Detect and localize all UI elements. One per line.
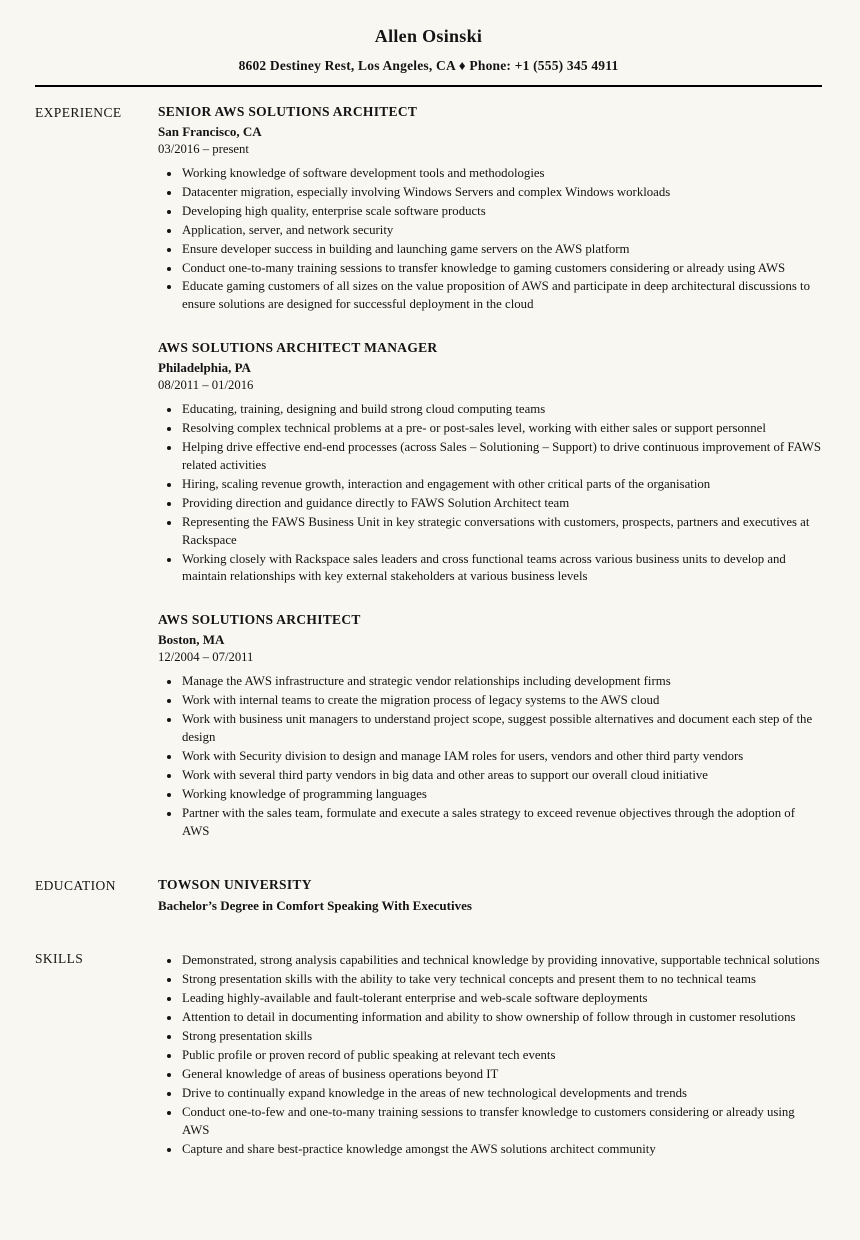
bullet-item: • Conduct one-to-many training sessions to transfer knowledge to gaming customers considering or already using AWS [181, 260, 822, 278]
bullet-item: • Application, server, and network security [181, 222, 822, 240]
bullet-item: • Conduct one-to-few and one-to-many training sessions to transfer knowledge to customers considering or already using AWS [181, 1104, 822, 1140]
job-dates: 03/2016 – present [158, 142, 249, 156]
bullet-item: • Strong presentation skills with the ability to take very technical concepts and present them to no technical teams [181, 971, 822, 989]
degree: Bachelor’s Degree in Comfort Speaking With Executives [158, 898, 472, 914]
bullet-item: • General knowledge of areas of business operations beyond IT [181, 1066, 822, 1084]
bullet-item: • Working knowledge of software development tools and methodologies [181, 165, 822, 183]
contact-line: 8602 Destiney Rest, Los Angeles, CA ♦ Phone: +1 (555) 345 4911 [238, 58, 619, 73]
header-divider [35, 85, 822, 87]
bullet-item: • Working knowledge of programming languages [181, 786, 822, 804]
bullet-item: • Work with business unit managers to understand project scope, suggest possible alternatives and document each step of the design [181, 711, 822, 747]
skills-content [158, 950, 822, 1159]
bullet-item: • Work with internal teams to create the migration process of legacy systems to the AWS cloud [181, 692, 822, 710]
bullet-item: • Developing high quality, enterprise scale software products [181, 203, 822, 221]
bullet-item: • Attention to detail in documenting information and ability to show ownership of follow through in customer resolutions [181, 1009, 822, 1027]
section-label-experience: EXPERIENCE [35, 105, 122, 120]
job-bullet-list [158, 401, 822, 586]
job-dates: 12/2004 – 07/2011 [158, 650, 254, 665]
section-skills [35, 950, 822, 1159]
job-entry [158, 612, 822, 840]
skills-bullet-list [158, 952, 822, 1158]
bullet-item: • Leading highly-available and fault-tolerant enterprise and web-scale software deployments [181, 990, 822, 1008]
bullet-item: • Resolving complex technical problems at a pre- or post-sales level, working with either sales or support personnel [181, 420, 822, 438]
section-label-education: EDUCATION [35, 878, 116, 894]
bullet-item: • Capture and share best-practice knowledge amongst the AWS solutions architect community [181, 1141, 822, 1159]
experience-content [158, 104, 822, 841]
school-name: TOWSON UNIVERSITY [158, 877, 312, 893]
job-title: AWS SOLUTIONS ARCHITECT [158, 612, 361, 628]
resume-header [35, 20, 822, 74]
bullet-item: • Ensure developer success in building and launching game servers on the AWS platform [181, 241, 822, 259]
job-location: Philadelphia, PA [158, 360, 251, 376]
bullet-item: • Demonstrated, strong analysis capabilities and technical knowledge by providing innovative, supportable technical solutions [181, 952, 822, 970]
bullet-item: • Strong presentation skills [181, 1028, 822, 1046]
job-location: San Francisco, CA [158, 124, 262, 139]
bullet-item: • Representing the FAWS Business Unit in key strategic conversations with customers, prospects, partners and executives at Rackspace [181, 514, 822, 550]
bullet-item: • Public profile or proven record of public speaking at relevant tech events [181, 1047, 822, 1065]
bullet-item: • Educate gaming customers of all sizes on the value proposition of AWS and participate in deep architectural discussions to ensure solutions are designed for successful deployment in the cloud [181, 278, 822, 314]
job-entry [158, 104, 822, 314]
bullet-item: • Working closely with Rackspace sales leaders and cross functional teams across various business units to develop and maintain relationships with key external stakeholders at various business levels [181, 551, 822, 587]
bullet-item: • Helping drive effective end-end processes (across Sales – Solutioning – Support) to drive continuous improvement of FAWS related activities [181, 439, 822, 475]
job-entry [158, 340, 822, 586]
job-dates: 08/2011 – 01/2016 [158, 378, 254, 393]
bullet-item: • Partner with the sales team, formulate and execute a sales strategy to exceed revenue objectives through the adoption of AWS [181, 805, 822, 841]
bullet-item: • Providing direction and guidance directly to FAWS Solution Architect team [181, 495, 822, 513]
section-education [35, 877, 822, 914]
bullet-item: • Datacenter migration, especially involving Windows Servers and complex Windows workloads [181, 184, 822, 202]
job-location: Boston, MA [158, 632, 225, 648]
candidate-name: Allen Osinski [374, 26, 483, 46]
bullet-item: • Work with Security division to design and manage IAM roles for users, vendors and other third party vendors [181, 748, 822, 766]
job-bullet-list [158, 673, 822, 840]
bullet-item: • Hiring, scaling revenue growth, interaction and engagement with other critical parts of the organisation [181, 476, 822, 494]
education-content [158, 877, 822, 914]
job-bullet-list [158, 165, 822, 314]
bullet-item: • Manage the AWS infrastructure and strategic vendor relationships including development firms [181, 673, 822, 691]
section-label-skills: SKILLS [35, 951, 84, 967]
bullet-item: • Educating, training, designing and build strong cloud computing teams [181, 401, 822, 419]
bullet-item: • Drive to continually expand knowledge in the areas of new technological developments and trends [181, 1085, 822, 1103]
bullet-item: • Work with several third party vendors in big data and other areas to support our overall cloud initiative [181, 767, 822, 785]
section-experience [35, 104, 822, 841]
job-title: SENIOR AWS SOLUTIONS ARCHITECT [158, 104, 418, 119]
job-title: AWS SOLUTIONS ARCHITECT MANAGER [158, 340, 438, 356]
